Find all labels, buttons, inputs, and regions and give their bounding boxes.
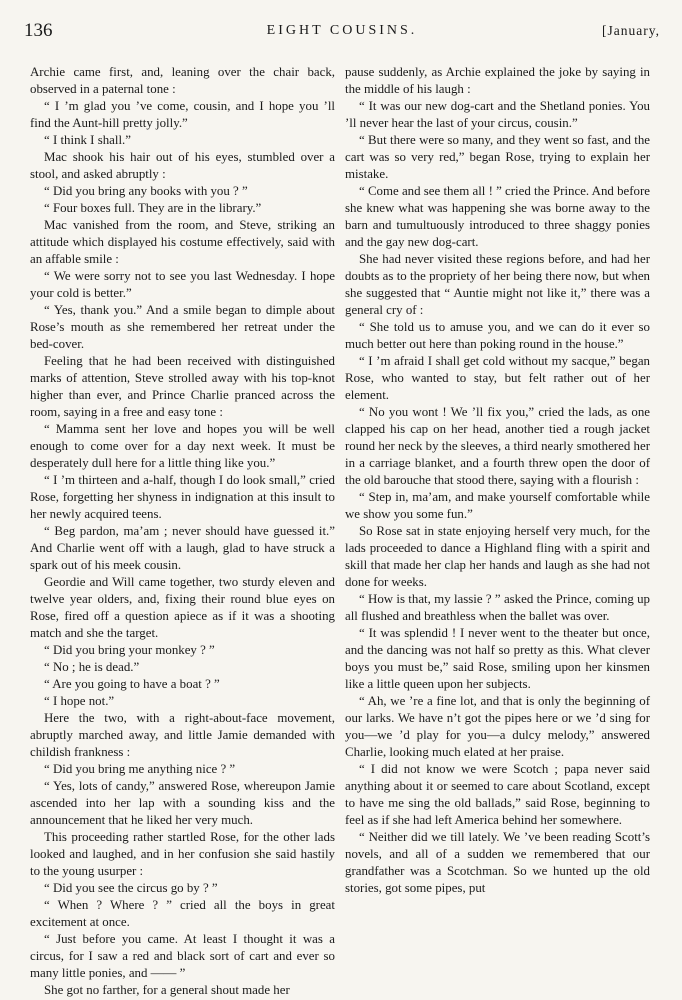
left-column xyxy=(30,64,335,999)
paragraph: This proceeding rather startled Rose, for the other lads looked and laughed, and in her confusion she said hastily to the young usurper : xyxy=(30,830,335,878)
paragraph: So Rose sat in state enjoying herself very much, for the lads proceeded to dance a Highland fling with a spirit and skill that made her clap her hands and laugh as she had not done for weeks. xyxy=(345,524,650,589)
paragraph: “ Did you see the circus go by ? ” xyxy=(44,881,218,895)
paragraph: “ I ’m glad you ’ve come, cousin, and I hope you ’ll find the Aunt-hill pretty jolly.” xyxy=(30,99,335,130)
paragraph: “ We were sorry not to see you last Wednesday. I hope your cold is better.” xyxy=(30,269,335,300)
paragraph: “ Beg pardon, ma’am ; never should have guessed it.” And Charlie went off with a laugh, glad to have struck a spark out of his meek cousin. xyxy=(30,524,335,572)
paragraph: “ She told us to amuse you, and we can do it ever so much better out here than poking round in the house.” xyxy=(345,320,650,351)
paragraph: “ Are you going to have a boat ? ” xyxy=(44,677,220,691)
paragraph: Archie came first, and, leaning over the chair back, observed in a paternal tone : xyxy=(30,65,335,96)
paragraph: “ Step in, ma’am, and make yourself comfortable while we show you some fun.” xyxy=(345,490,650,521)
paragraph: “ I ’m afraid I shall get cold without my sacque,” began Rose, who wanted to stay, but felt rather out of her element. xyxy=(345,354,650,402)
paragraph: “ I ’m thirteen and a-half, though I do look small,” cried Rose, forgetting her shyness in indignation at this insult to her newly acquired teens. xyxy=(30,473,335,521)
paragraph: “ I think I shall.” xyxy=(44,133,131,147)
paragraph: “ Ah, we ’re a fine lot, and that is only the beginning of our larks. We have n’t got the pipes here or we ’d sing for you—we ’d play for you—a dulcy melody,” answered Charlie, looking much elated at her praise. xyxy=(345,694,650,759)
paragraph: Mac vanished from the room, and Steve, striking an attitude which displayed his costume effectively, said with an affable smile : xyxy=(30,218,335,266)
paragraph: “ Did you bring any books with you ? ” xyxy=(44,184,248,198)
paragraph: “ I hope not.” xyxy=(44,694,115,708)
paragraph: She got no farther, for a general shout made her xyxy=(44,983,290,997)
paragraph: “ Just before you came. At least I thought it was a circus, for I saw a red and black sort of cart and ever so many little ponies, and —— ” xyxy=(30,932,335,980)
paragraph: “ How is that, my lassie ? ” asked the Prince, coming up all flushed and breathless when the ballet was over. xyxy=(345,592,650,623)
book-title: EIGHT COUSINS. xyxy=(266,23,418,38)
paragraph: “ Neither did we till lately. We ’ve been reading Scott’s novels, and all of a sudden we remembered that our grandfather was a Scotchman. So we hunted up the old stories, got some pipes, put xyxy=(345,830,650,895)
paragraph: “ Did you bring your monkey ? ” xyxy=(44,643,215,657)
paragraph: “ No you wont ! We ’ll fix you,” cried the lads, as one clapped his cap on her head, another tied a rough jacket round her neck by the sleeves, a third nearly smothered her in a carriage blanket, and a fourth threw open the door of the old barouche that stood there, saying with a flourish : xyxy=(345,405,650,487)
paragraph: Geordie and Will came together, two sturdy eleven and twelve year olders, and, fixing their round blue eyes on Rose, fired off a question apiece as if it was a shooting match and she the target. xyxy=(30,575,335,640)
paragraph: “ It was splendid ! I never went to the theater but once, and the dancing was not half so pretty as this. What clever boys you must be,” said Rose, smiling upon her kinsmen like a little queen upon her subjects. xyxy=(345,626,650,691)
paragraph: “ Did you bring me anything nice ? ” xyxy=(44,762,236,776)
paragraph: Mac shook his hair out of his eyes, stumbled over a stool, and asked abruptly : xyxy=(30,150,335,181)
right-column xyxy=(345,64,650,897)
paragraph: Here the two, with a right-about-face movement, abruptly marched away, and little Jamie demanded with childish frankness : xyxy=(30,711,335,759)
paragraph: “ I did not know we were Scotch ; papa never said anything about it or seemed to care about Scotland, except to have me sing the old ballads,” said Rose, beginning to feel as if she had left America behind her somewhere. xyxy=(345,762,650,827)
paragraph: Feeling that he had been received with distinguished marks of attention, Steve strolled away with his top-knot higher than ever, and Prince Charlie pranced across the room, saying in a free and easy tone : xyxy=(30,354,335,419)
paragraph: “ Mamma sent her love and hopes you will be well enough to come over for a day next week. It must be desperately dull here for a little thing like you.” xyxy=(30,422,335,470)
paragraph: “ Yes, thank you.” And a smile began to dimple about Rose’s mouth as she remembered her retreat under the bed-cover. xyxy=(30,303,335,351)
paragraph: “ When ? Where ? ” cried all the boys in great excitement at once. xyxy=(30,898,335,929)
paragraph: She had never visited these regions before, and had her doubts as to the propriety of her being there now, but when she suggested that “ Auntie might not like it,” there was a general cry of : xyxy=(345,252,650,317)
issue-month: [January, xyxy=(602,23,660,38)
paragraph: pause suddenly, as Archie explained the joke by saying in the middle of his laugh : xyxy=(345,65,650,96)
paragraph: “ Come and see them all ! ” cried the Prince. And before she knew what was happening she was borne away to the barn and tumultuously introduced to three shaggy ponies and the gay new dog-cart. xyxy=(345,184,651,249)
paragraph: “ It was our new dog-cart and the Shetland ponies. You ’ll never hear the last of your circus, cousin.” xyxy=(345,99,650,130)
page-number: 136 xyxy=(24,20,53,41)
paragraph: “ Four boxes full. They are in the library.” xyxy=(44,201,262,215)
paragraph: “ No ; he is dead.” xyxy=(44,660,140,674)
paragraph: “ But there were so many, and they went so fast, and the cart was so very red,” began Rose, trying to explain her mistake. xyxy=(345,133,650,181)
running-header xyxy=(24,20,660,44)
paragraph: “ Yes, lots of candy,” answered Rose, whereupon Jamie ascended into her lap with a sounding kiss and the announcement that he liked her very much. xyxy=(30,779,335,827)
